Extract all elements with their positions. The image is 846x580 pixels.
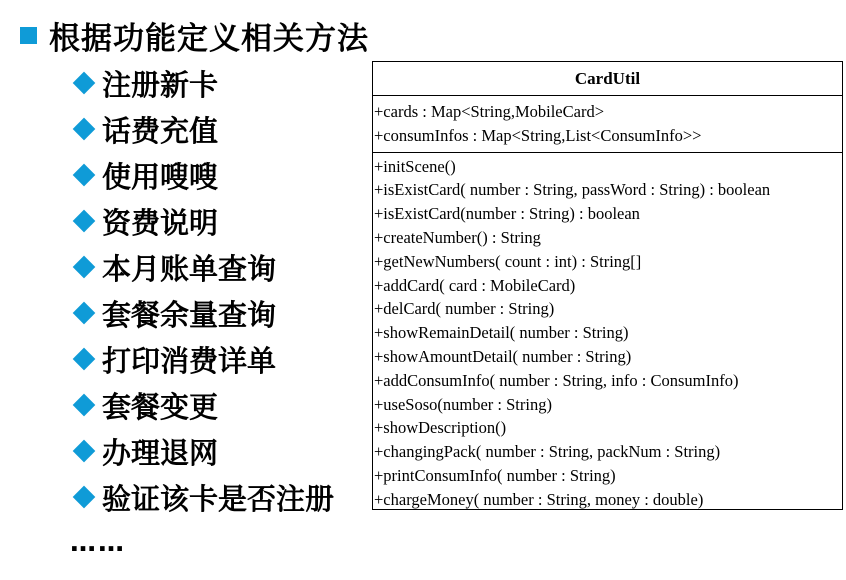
feature-item — [70, 336, 334, 382]
feature-label: 打印消费详单 — [102, 343, 277, 378]
uml-attributes-section — [373, 96, 842, 153]
square-bullet-icon — [20, 27, 37, 44]
slide-title — [20, 12, 369, 58]
uml-method: +showAmountDetail( number : String) — [374, 346, 632, 366]
feature-label: 套餐变更 — [102, 389, 219, 424]
diamond-bullet-icon — [73, 440, 96, 463]
uml-class-name: CardUtil — [373, 62, 842, 96]
feature-item — [70, 474, 334, 520]
diamond-bullet-icon — [73, 210, 96, 233]
feature-label: 验证该卡是否注册 — [102, 481, 335, 516]
more-ellipsis: …… — [70, 528, 126, 558]
uml-methods-section — [373, 153, 842, 512]
feature-item — [70, 60, 334, 106]
feature-label: 注册新卡 — [102, 67, 219, 102]
diamond-bullet-icon — [73, 486, 96, 509]
uml-method: +chargeMoney( number : String, money : double) — [374, 489, 704, 509]
uml-method: +useSoso(number : String) — [374, 394, 552, 414]
uml-method: +showDescription() — [374, 418, 507, 438]
feature-item — [70, 382, 334, 428]
uml-method: +initScene() — [374, 156, 456, 176]
uml-method: +addConsumInfo( number : String, info : ConsumInfo) — [374, 370, 739, 390]
uml-method: +addCard( card : MobileCard) — [374, 275, 576, 295]
feature-item — [70, 152, 334, 198]
feature-item — [70, 244, 334, 290]
uml-class-box — [372, 61, 843, 510]
uml-method: +delCard( number : String) — [374, 299, 555, 319]
feature-label: 本月账单查询 — [102, 251, 277, 286]
diamond-bullet-icon — [73, 394, 96, 417]
diamond-bullet-icon — [73, 72, 96, 95]
uml-method: +isExistCard(number : String) : boolean — [374, 204, 640, 224]
feature-item — [70, 428, 334, 474]
feature-item — [70, 198, 334, 244]
feature-label: 资费说明 — [102, 205, 219, 240]
feature-list — [70, 60, 334, 520]
feature-label: 办理退网 — [102, 435, 219, 470]
diamond-bullet-icon — [73, 118, 96, 141]
uml-method: +getNewNumbers( count : int) : String[] — [374, 251, 642, 271]
feature-label: 套餐余量查询 — [102, 297, 277, 332]
uml-attribute: +consumInfos : Map<String,List<ConsumInfo>> — [374, 125, 702, 145]
uml-method: +isExistCard( number : String, passWord : String) : boolean — [374, 180, 771, 200]
slide-title-text: 根据功能定义相关方法 — [49, 20, 369, 57]
uml-method: +createNumber() : String — [374, 227, 541, 247]
uml-attribute: +cards : Map<String,MobileCard> — [374, 102, 605, 121]
uml-method: +showRemainDetail( number : String) — [374, 323, 629, 343]
diamond-bullet-icon — [73, 164, 96, 187]
diamond-bullet-icon — [73, 256, 96, 279]
uml-method: +printConsumInfo( number : String) — [374, 465, 616, 485]
feature-item — [70, 106, 334, 152]
diamond-bullet-icon — [73, 302, 96, 325]
uml-method: +changingPack( number : String, packNum : String) — [374, 442, 721, 462]
feature-item — [70, 290, 334, 336]
feature-label: 使用嗖嗖 — [102, 159, 219, 194]
diamond-bullet-icon — [73, 348, 96, 371]
feature-label: 话费充值 — [102, 113, 219, 148]
